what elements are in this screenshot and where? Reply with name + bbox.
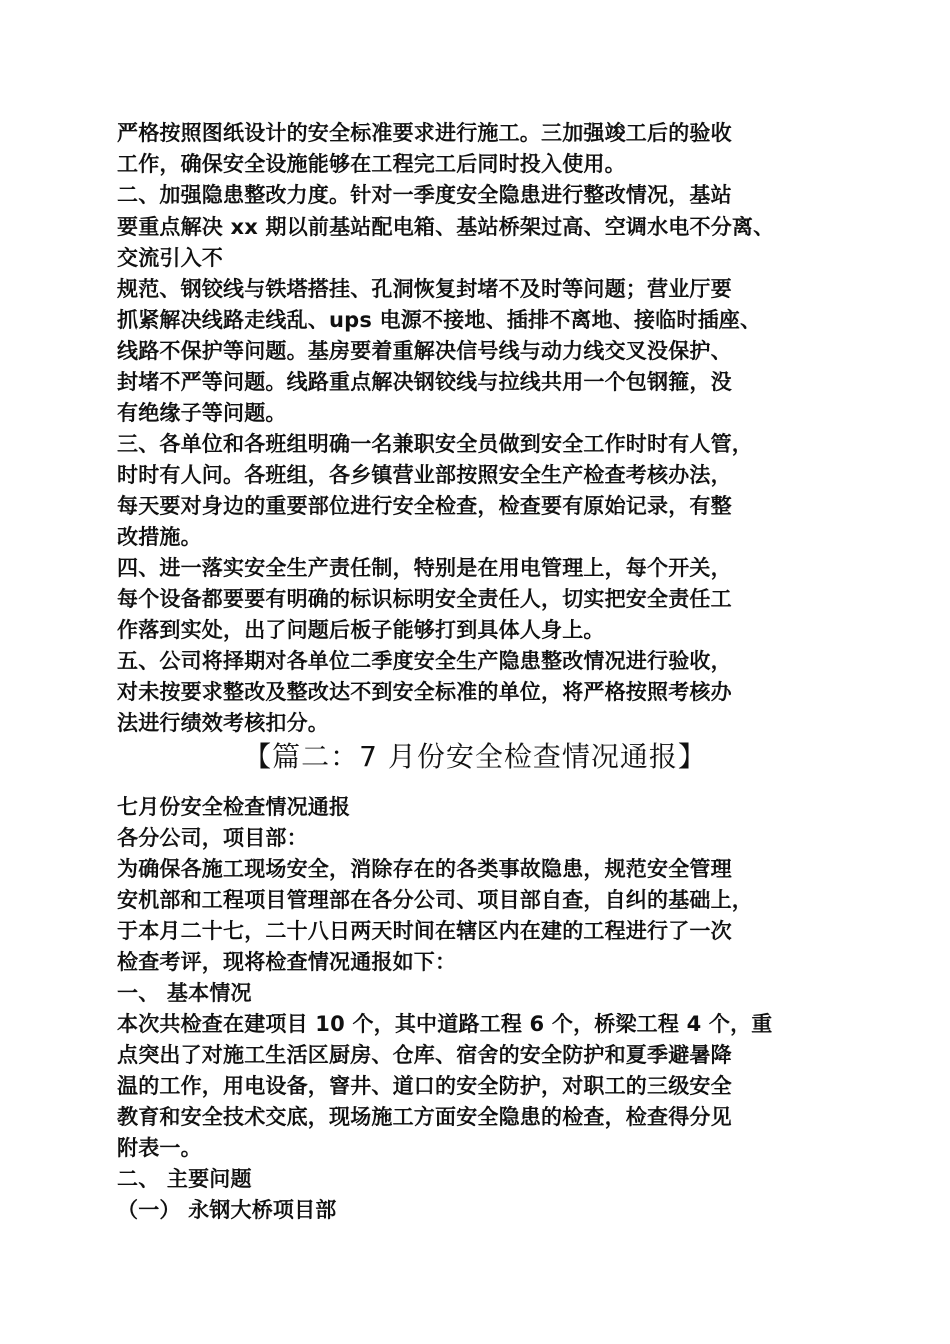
text-line: 封堵不严等问题。线路重点解决钢铰线与拉线共用一个包钢箍，没	[117, 370, 732, 394]
text-line: 七月份安全检查情况通报	[117, 795, 351, 819]
text-line: 改措施。	[117, 525, 202, 549]
text-line: 工作，确保安全设施能够在工程完工后同时投入使用。	[117, 152, 626, 176]
text-line: 本次共检查在建项目 10 个，其中道路工程 6 个，桥梁工程 4 个，重	[117, 1012, 773, 1036]
section-title: 【篇二：7 月份安全检查情况通报】	[243, 740, 707, 773]
text-line: 每个设备都要要有明确的标识标明安全责任人，切实把安全责任工	[117, 587, 732, 611]
text-line: 四、进一落实安全生产责任制，特别是在用电管理上，每个开关，	[117, 556, 732, 580]
text-line: 于本月二十七，二十八日两天时间在辖区内在建的工程进行了一次	[117, 919, 732, 943]
text-line: （一） 永钢大桥项目部	[117, 1198, 337, 1222]
text-line: 检查考评，现将检查情况通报如下：	[117, 950, 457, 974]
text-line: 规范、钢铰线与铁塔搭挂、孔洞恢复封堵不及时等问题；营业厅要	[117, 277, 732, 301]
text-line: 安机部和工程项目管理部在各分公司、项目部自查，自纠的基础上，	[117, 888, 753, 912]
text-line: 点突出了对施工生活区厨房、仓库、宿舍的安全防护和夏季避暑降	[117, 1043, 732, 1067]
text-line: 作落到实处，出了问题后板子能够打到具体人身上。	[117, 618, 605, 642]
text-line: 线路不保护等问题。基房要着重解决信号线与动力线交叉没保护、	[117, 339, 732, 363]
text-line: 一、 基本情况	[117, 981, 252, 1005]
text-line: 要重点解决 xx 期以前基站配电箱、基站桥架过高、空调水电不分离、	[117, 215, 775, 239]
text-line: 附表一。	[117, 1136, 202, 1160]
text-line: 严格按照图纸设计的安全标准要求进行施工。三加强竣工后的验收	[117, 121, 732, 145]
text-line: 三、各单位和各班组明确一名兼职安全员做到安全工作时时有人管，	[117, 432, 753, 456]
text-line: 二、加强隐患整改力度。针对一季度安全隐患进行整改情况，基站	[117, 183, 732, 207]
text-line: 每天要对身边的重要部位进行安全检查，检查要有原始记录，有整	[117, 494, 732, 518]
text-line: 各分公司，项目部：	[117, 826, 308, 850]
text-line: 温的工作，用电设备，窨井、道口的安全防护，对职工的三级安全	[117, 1074, 732, 1098]
text-line: 时时有人问。各班组，各乡镇营业部按照安全生产检查考核办法，	[117, 463, 732, 487]
text-line: 对未按要求整改及整改达不到安全标准的单位，将严格按照考核办	[117, 680, 732, 704]
text-line: 有绝缘子等问题。	[117, 401, 287, 425]
text-line: 教育和安全技术交底，现场施工方面安全隐患的检查，检查得分见	[117, 1105, 732, 1129]
text-line: 法进行绩效考核扣分。	[117, 711, 329, 735]
text-line: 二、 主要问题	[117, 1167, 252, 1191]
text-line: 交流引入不	[117, 246, 223, 270]
text-line: 抓紧解决线路走线乱、ups 电源不接地、插排不离地、接临时插座、	[117, 308, 762, 332]
text-line: 五、公司将择期对各单位二季度安全生产隐患整改情况进行验收，	[117, 649, 732, 673]
text-line: 为确保各施工现场安全，消除存在的各类事故隐患，规范安全管理	[117, 857, 732, 881]
